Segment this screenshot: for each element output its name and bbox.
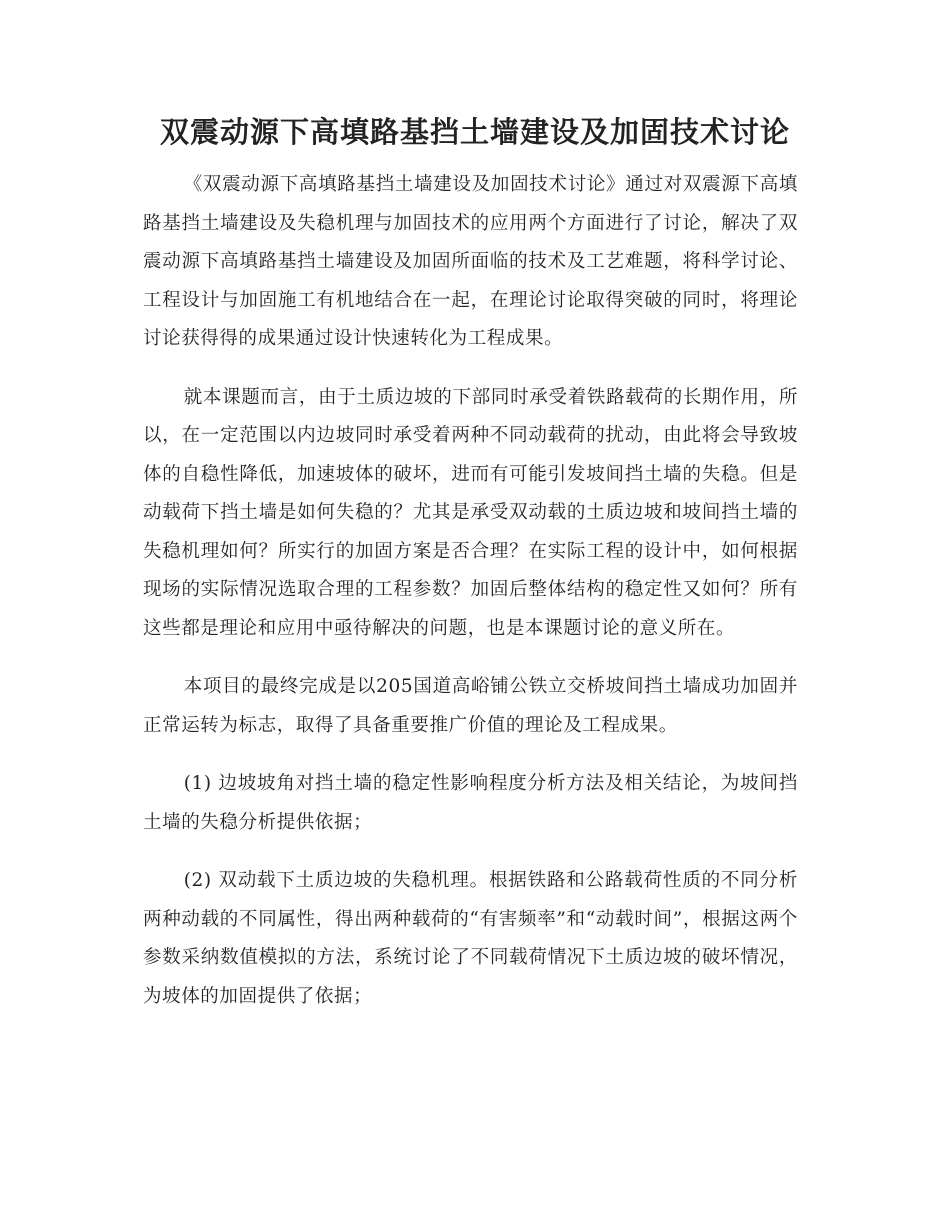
paragraph-achievement: 本项目的最终完成是以205国道高峪铺公铁立交桥坡间挡土墙成功加固并正常运转为标志，取得了具备重要推广价值的理论及工程成果。 <box>143 676 798 736</box>
document-title: 双震动源下高填路基挡土墙建设及加固技术讨论 <box>159 115 790 149</box>
document-body <box>143 166 798 1036</box>
paragraph-item-1: (1) 边坡坡角对挡土墙的稳定性影响程度分析方法及相关结论，为坡间挡土墙的失稳分析提供依据； <box>143 773 798 833</box>
paragraph-item-2: (2) 双动载下土质边坡的失稳机理。根据铁路和公路载荷性质的不同分析两种动载的不同属性，得出两种载荷的“有害频率”和“动载时间”，根据这两个参数采纳数值模拟的方法，系统讨论了不同载荷情况下土质边坡的破坏情况，为坡体的加固提供了依据； <box>143 870 798 1007</box>
paragraph-significance: 就本课题而言，由于土质边坡的下部同时承受着铁路载荷的长期作用，所以，在一定范围以内边坡同时承受着两种不同动载荷的扰动，由此将会导致坡体的自稳性降低，加速坡体的破坏，进而有可能引发坡间挡土墙的失稳。但是动载荷下挡土墙是如何失稳的？尤其是承受双动载的土质边坡和坡间挡土墙的失稳机理如何？所实行的加固方案是否合理？在实际工程的设计中，如何根据现场的实际情况选取合理的工程参数？加固后整体结构的稳定性又如何？所有这些都是理论和应用中亟待解决的问题，也是本课题讨论的意义所在。 <box>143 386 798 639</box>
paragraph-intro: 《双震动源下高填路基挡土墙建设及加固技术讨论》通过对双震源下高填路基挡土墙建设及失稳机理与加固技术的应用两个方面进行了讨论，解决了双震动源下高填路基挡土墙建设及加固所面临的技术及工艺难题，将科学讨论、工程设计与加固施工有机地结合在一起，在理论讨论取得突破的同时，将理论讨论获得得的成果通过设计快速转化为工程成果。 <box>143 174 798 349</box>
